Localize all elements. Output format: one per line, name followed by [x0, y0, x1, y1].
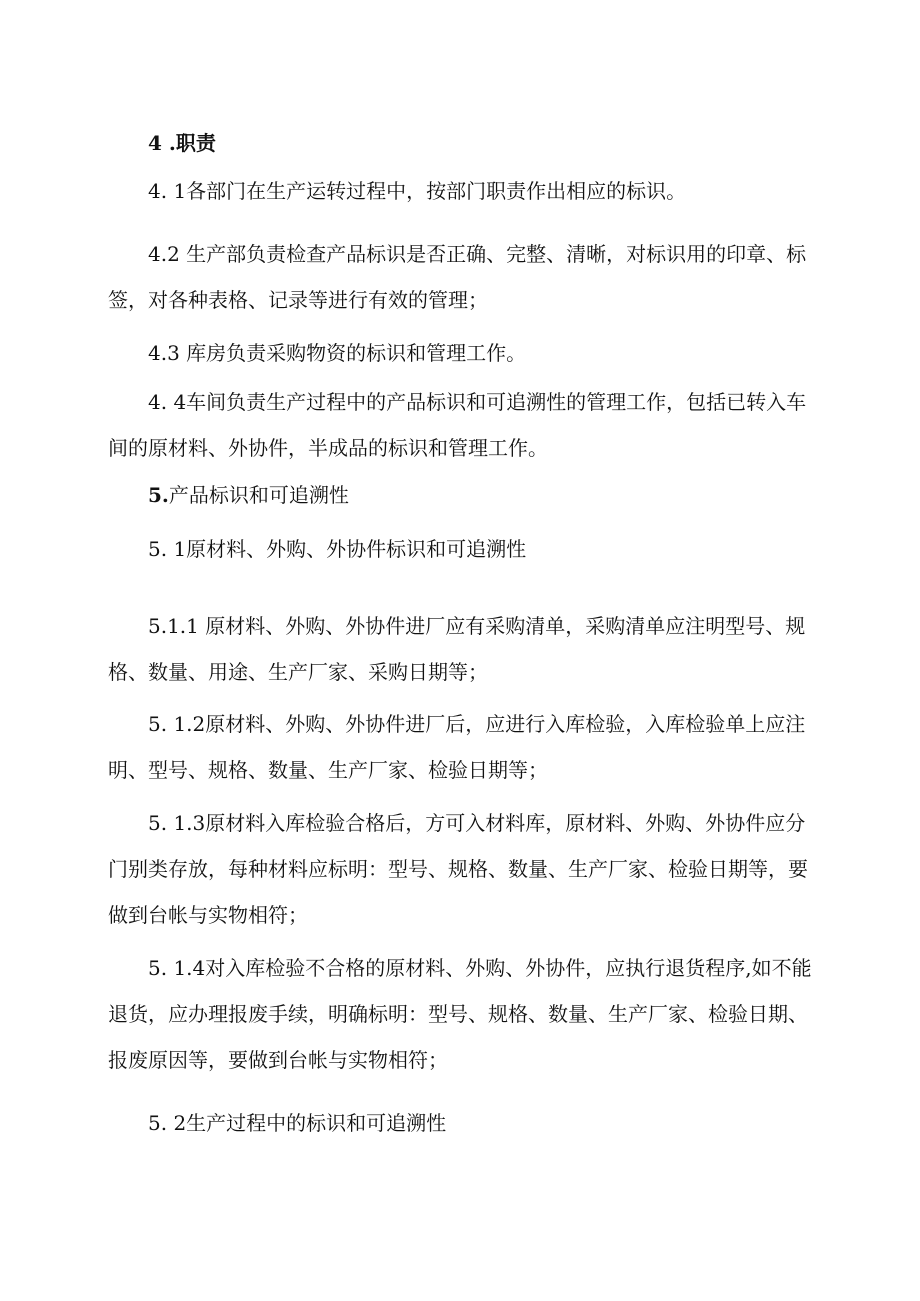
paragraph-4-4: 4. 4车间负责生产过程中的产品标识和可追溯性的管理工作，包括已转入车间的原材料、外协件，半成品的标识和管理工作。: [108, 390, 807, 460]
paragraph-5-1-2: 5. 1.2原材料、外购、外协件进厂后，应进行入库检验，入库检验单上应注明、型号、规格、数量、生产厂家、检验日期等；: [108, 712, 806, 782]
paragraph-4-1: 4. 1各部门在生产运转过程中，按部门职责作出相应的标识。: [148, 179, 687, 203]
section-5-heading: [108, 472, 820, 518]
section-4-number: 4: [148, 131, 162, 155]
paragraph-5-1-1: 5.1.1 原材料、外购、外协件进厂应有采购清单，采购清单应注明型号、规格、数量、用途、生产厂家、采购日期等；: [108, 614, 806, 684]
section-4-heading: [108, 120, 820, 166]
section-5-title: 产品标识和可追溯性: [168, 483, 349, 507]
paragraph-4-3: 4.3 库房负责采购物资的标识和管理工作。: [148, 341, 527, 365]
paragraph-5-1-4: 5. 1.4对入库检验不合格的原材料、外购、外协件，应执行退货程序,如不能退货，应办理报废手续，明确标明：型号、规格、数量、生产厂家、检验日期、报废原因等，要做到台帐与实物相符；: [108, 956, 812, 1072]
paragraph-5-1: 5. 1原材料、外购、外协件标识和可追溯性: [148, 537, 527, 561]
paragraph-4-2: 4.2 生产部负责检查产品标识是否正确、完整、清晰，对标识用的印章、标签，对各种表格、记录等进行有效的管理；: [108, 242, 807, 312]
paragraph-5-2: 5. 2生产过程中的标识和可追溯性: [148, 1111, 447, 1135]
section-5-number: 5.: [148, 483, 169, 507]
paragraph-5-1-3: 5. 1.3原材料入库检验合格后，方可入材料库，原材料、外购、外协件应分门别类存放，每种材料应标明：型号、规格、数量、生产厂家、检验日期等，要做到台帐与实物相符；: [108, 811, 808, 927]
section-4-title: .职责: [161, 131, 216, 155]
